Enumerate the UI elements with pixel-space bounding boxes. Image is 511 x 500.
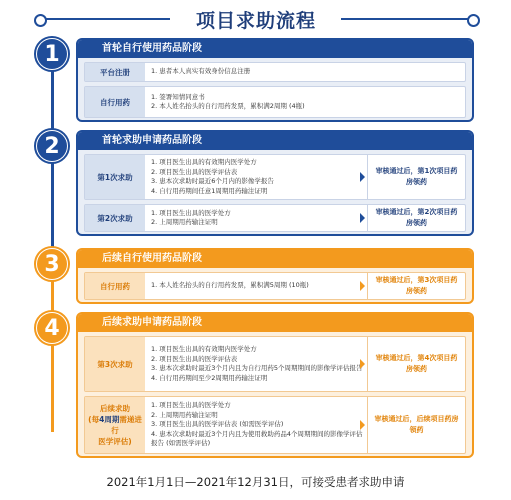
stage-4-panel [76, 312, 474, 458]
stage-number-badge [34, 36, 70, 72]
arrow-icon [360, 420, 365, 430]
row-result: 审核通过后，第2次项目药房领药 [367, 205, 465, 231]
row-label-part: (每 [88, 415, 100, 424]
row-item: 3. 患本次求助时最近6个月内的影像学报告 [151, 177, 274, 185]
row-label-highlight: 4周期 [99, 415, 120, 424]
row-label: 自行用药 [85, 273, 145, 299]
page-title: 项目求助流程 [195, 10, 316, 32]
stage-number: 1 [37, 39, 67, 69]
stage-row [84, 62, 466, 82]
row-item: 1. 签署知情同意书 [151, 92, 205, 101]
stage-2-panel [76, 130, 474, 236]
stage-number: 3 [37, 249, 67, 279]
arrow-icon [360, 281, 365, 291]
row-item: 1. 患者本人真实有效身份信息注册 [151, 67, 251, 76]
row-item: 1. 项目医生出具的医学处方 [151, 208, 231, 217]
row-item: 2. 项目医生出具的医学评估表 [151, 354, 238, 363]
row-item: 1. 项目医生出具的医学处方 [151, 401, 231, 410]
stage-row [84, 86, 466, 118]
row-result: 审核通过后，第4次项目药房领药 [367, 337, 465, 391]
title-dot-right [467, 14, 480, 27]
row-label-line: 后续求助 [100, 404, 130, 413]
row-result: 审核通过后，后续项目药房领药 [367, 397, 465, 453]
row-label-line [87, 414, 143, 436]
row-item: 4. 自行用药期间至少2周期用药输注证明 [151, 373, 268, 382]
title-divider-right [341, 18, 469, 20]
arrow-icon [360, 172, 365, 182]
row-label: 平台注册 [85, 63, 145, 81]
row-item: 2. 本人姓名抬头的自行用药发票，累积满2周期 (4瓶) [151, 102, 305, 110]
stage-number-badge [34, 128, 70, 164]
stage-row [84, 396, 466, 454]
row-items [151, 337, 363, 391]
arrow-icon [360, 213, 365, 223]
row-item: 2. 上周期用药输注证明 [151, 218, 218, 226]
row-items [151, 87, 461, 117]
stage-number: 4 [37, 313, 67, 343]
row-label: 第2次求助 [85, 205, 145, 231]
stage-row [84, 154, 466, 200]
row-item: 3. 患本次求助时最近3个月内且为自行用药5个周期期间的影像学评估报告 [151, 364, 363, 372]
row-label-part: 需递进行 [111, 415, 142, 435]
stage-heading: 后续求助申请药品阶段 [78, 314, 472, 332]
arrow-icon [360, 359, 365, 369]
stage-number: 2 [37, 131, 67, 161]
row-items [151, 155, 363, 199]
row-items [151, 63, 461, 81]
stage-row [84, 272, 466, 300]
stage-heading: 后续自行使用药品阶段 [78, 250, 472, 268]
row-item: 4. 患本次求助时最近3个月内且为使用救助药品4个周期期间的影像学评估报告 (如需医学评估) [151, 429, 363, 448]
title-divider-left [42, 18, 170, 20]
row-item: 1. 项目医生出具的有效期内医学处方 [151, 158, 257, 166]
row-item: 4. 自行用药期间任意1周期用药输注证明 [151, 186, 268, 195]
row-item: 2. 项目医生出具的医学评估表 [151, 167, 238, 176]
stage-3-panel [76, 248, 474, 304]
row-item: 1. 本人姓名抬头的自行用药发票，累积满5周期 (10瓶) [151, 281, 309, 290]
row-result: 审核通过后，第3次项目药房领药 [367, 273, 465, 299]
row-items [151, 273, 363, 299]
row-items [151, 397, 363, 453]
row-item: 2. 上周期用药输注证明 [151, 410, 218, 419]
stage-number-badge [34, 310, 70, 346]
row-item: 3. 项目医生出具的医学评估表 (如需医学评估) [151, 420, 284, 429]
row-label: 第1次求助 [85, 155, 145, 199]
title-bar [0, 6, 511, 32]
row-label-line: 医学评估) [98, 437, 132, 446]
stage-1-panel [76, 38, 474, 122]
title-dot-left [34, 14, 47, 27]
timeline-orange [51, 262, 54, 432]
stage-row [84, 204, 466, 232]
row-item: 1. 项目医生出具的有效期内医学处方 [151, 345, 257, 353]
row-label: 自行用药 [85, 87, 145, 117]
date-range-note: 2021年1月1日—2021年12月31日，可接受患者求助申请 [106, 475, 405, 489]
row-result: 审核通过后，第1次项目药房领药 [367, 155, 465, 199]
row-label: 第3次求助 [85, 337, 145, 391]
row-label [85, 397, 145, 453]
stage-heading: 首轮求助申请药品阶段 [78, 132, 472, 150]
stage-row [84, 336, 466, 392]
row-items [151, 205, 363, 231]
stage-heading: 首轮自行使用药品阶段 [78, 40, 472, 58]
stage-number-badge [34, 246, 70, 282]
